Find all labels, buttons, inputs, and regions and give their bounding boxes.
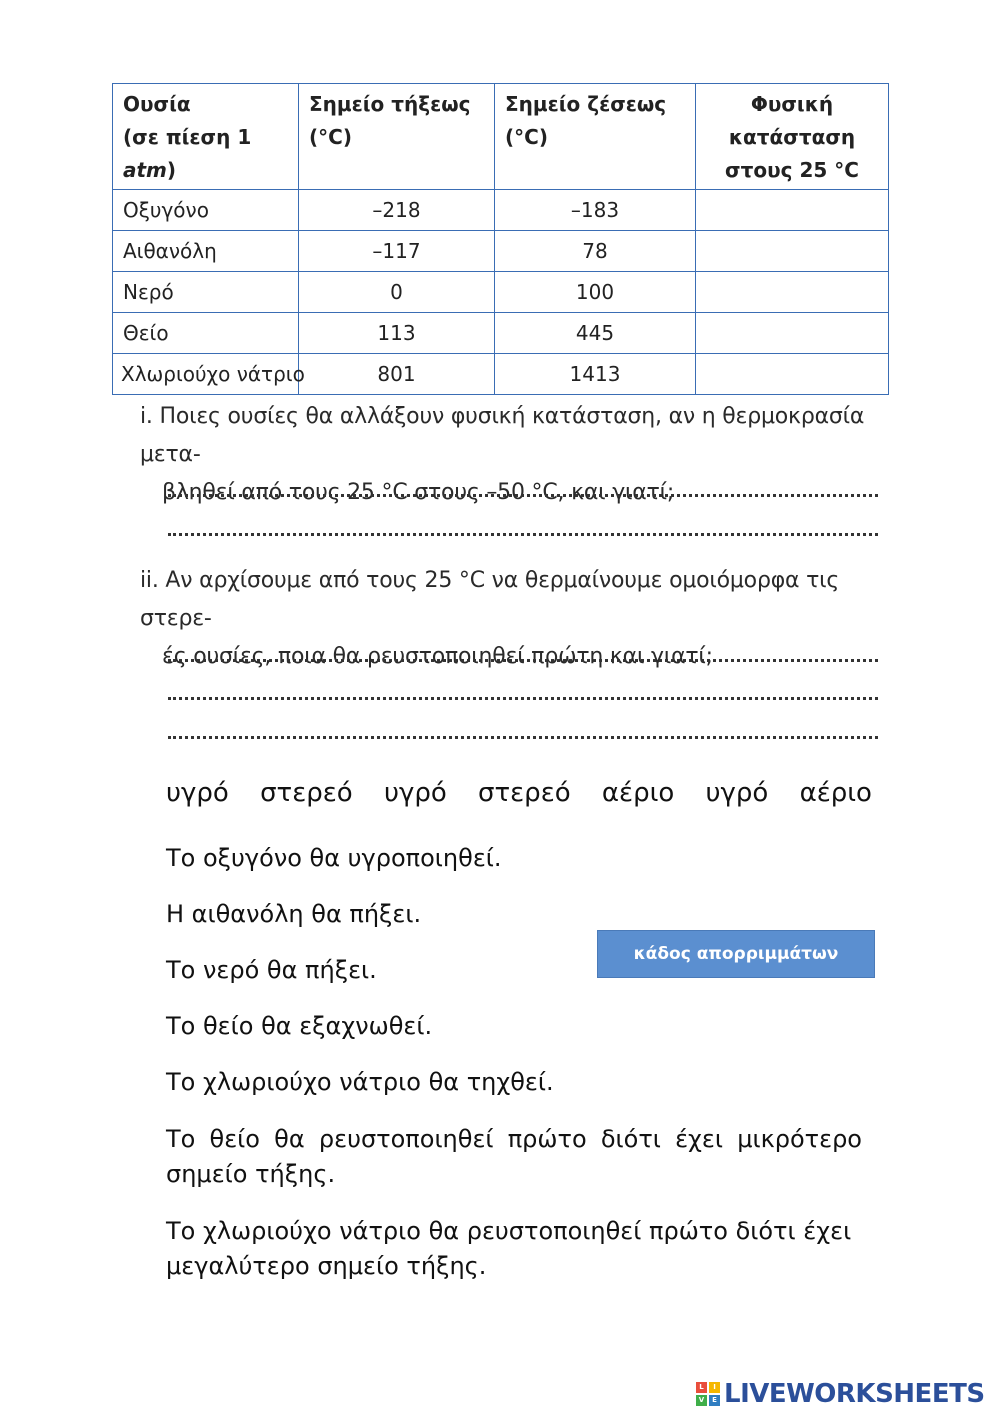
cell-name: Αιθανόλη [113, 231, 299, 272]
cell-boiling: 100 [495, 272, 696, 313]
question-1-line2: βληθεί από τους 25 °C στους –50 °C, και γιατί; [162, 480, 675, 505]
cell-state-dropzone[interactable] [696, 190, 889, 231]
cell-state-dropzone[interactable] [696, 272, 889, 313]
draggable-word[interactable]: υγρό [705, 778, 769, 808]
question-2-line1: ii. Αν αρχίσουμε από τους 25 °C να θερμαίνουμε ομοιόμορφα τις στερε- [140, 568, 840, 631]
table-header-row [113, 84, 889, 190]
answer-line-dotted [168, 659, 878, 662]
draggable-word[interactable]: υγρό [166, 778, 229, 808]
cell-melting: 0 [299, 272, 495, 313]
header-substance-line2 [123, 125, 251, 182]
cell-melting: –117 [299, 231, 495, 272]
logo-mark-cell: E [709, 1395, 720, 1406]
cell-name: Χλωριούχο νάτριο [113, 354, 299, 395]
cell-name: Νερό [113, 272, 299, 313]
cell-melting: 801 [299, 354, 495, 395]
substances-table [112, 83, 889, 395]
answer-line-dotted [168, 494, 878, 497]
header-substance-line1: Ουσία [123, 92, 191, 116]
draggable-answer[interactable]: Το νερό θα πήξει. [166, 956, 377, 984]
header-state-line2: στους 25 °C [725, 158, 859, 182]
draggable-answer[interactable]: Το οξυγόνο θα υγροποιηθεί. [166, 844, 502, 872]
header-substance [113, 84, 299, 190]
header-substance-prefix: (σε πίεση 1 [123, 125, 252, 149]
draggable-answer[interactable]: Το χλωριούχο νάτριο θα ρευστοποιηθεί πρώτο διότι έχει μεγαλύτερο σημείο τήξης. [166, 1217, 852, 1280]
word-bank [166, 778, 872, 808]
cell-boiling: 1413 [495, 354, 696, 395]
question-2-line2: ές ουσίες, ποια θα ρευστοποιηθεί πρώτη και γιατί; [162, 644, 713, 669]
header-melting: Σημείο τήξεως (°C) [299, 84, 495, 190]
cell-name: Οξυγόνο [113, 190, 299, 231]
logo-text: LIVEWORKSHEETS [724, 1379, 985, 1409]
draggable-word[interactable]: υγρό [383, 778, 447, 808]
draggable-word[interactable]: αέριο [601, 778, 675, 808]
cell-name: Θείο [113, 313, 299, 354]
cell-state-dropzone[interactable] [696, 354, 889, 395]
table-row [113, 272, 889, 313]
answer-line-dotted [168, 736, 878, 739]
answer-line-dotted [168, 533, 878, 536]
trash-bin-button[interactable]: κάδος απορριμμάτων [597, 930, 875, 978]
logo-mark-cell: I [709, 1382, 720, 1393]
cell-melting: –218 [299, 190, 495, 231]
header-substance-suffix: ) [166, 158, 177, 182]
header-substance-unit: atm [123, 158, 167, 182]
logo-mark-cell: L [696, 1382, 707, 1393]
answer-line-dotted [168, 697, 878, 700]
table-row [113, 231, 889, 272]
table-row [113, 190, 889, 231]
header-boiling: Σημείο ζέσεως (°C) [495, 84, 696, 190]
cell-boiling: –183 [495, 190, 696, 231]
draggable-word[interactable]: στερεό [260, 778, 353, 808]
header-state-line1: Φυσική κατάσταση [728, 92, 856, 149]
draggable-answer[interactable]: Το θείο θα ρευστοποιηθεί πρώτο διότι έχει μικρότερο σημείο τήξης. [166, 1125, 862, 1188]
draggable-answer[interactable]: Το χλωριούχο νάτριο θα τηχθεί. [166, 1068, 554, 1096]
cell-melting: 113 [299, 313, 495, 354]
draggable-word[interactable]: στερεό [478, 778, 571, 808]
logo-mark-cell: V [696, 1395, 707, 1406]
draggable-word[interactable]: αέριο [799, 778, 872, 808]
cell-state-dropzone[interactable] [696, 313, 889, 354]
cell-boiling: 445 [495, 313, 696, 354]
header-state [696, 84, 889, 190]
cell-boiling: 78 [495, 231, 696, 272]
draggable-answer[interactable]: Η αιθανόλη θα πήξει. [166, 900, 422, 928]
cell-state-dropzone[interactable] [696, 231, 889, 272]
logo-mark-icon [696, 1382, 720, 1406]
question-1-line1: i. Ποιες ουσίες θα αλλάξουν φυσική κατάσταση, αν η θερμοκρασία μετα- [140, 404, 865, 467]
table-row [113, 354, 889, 395]
table-row [113, 313, 889, 354]
draggable-answer[interactable]: Το θείο θα εξαχνωθεί. [166, 1012, 433, 1040]
liveworksheets-logo [696, 1378, 985, 1410]
